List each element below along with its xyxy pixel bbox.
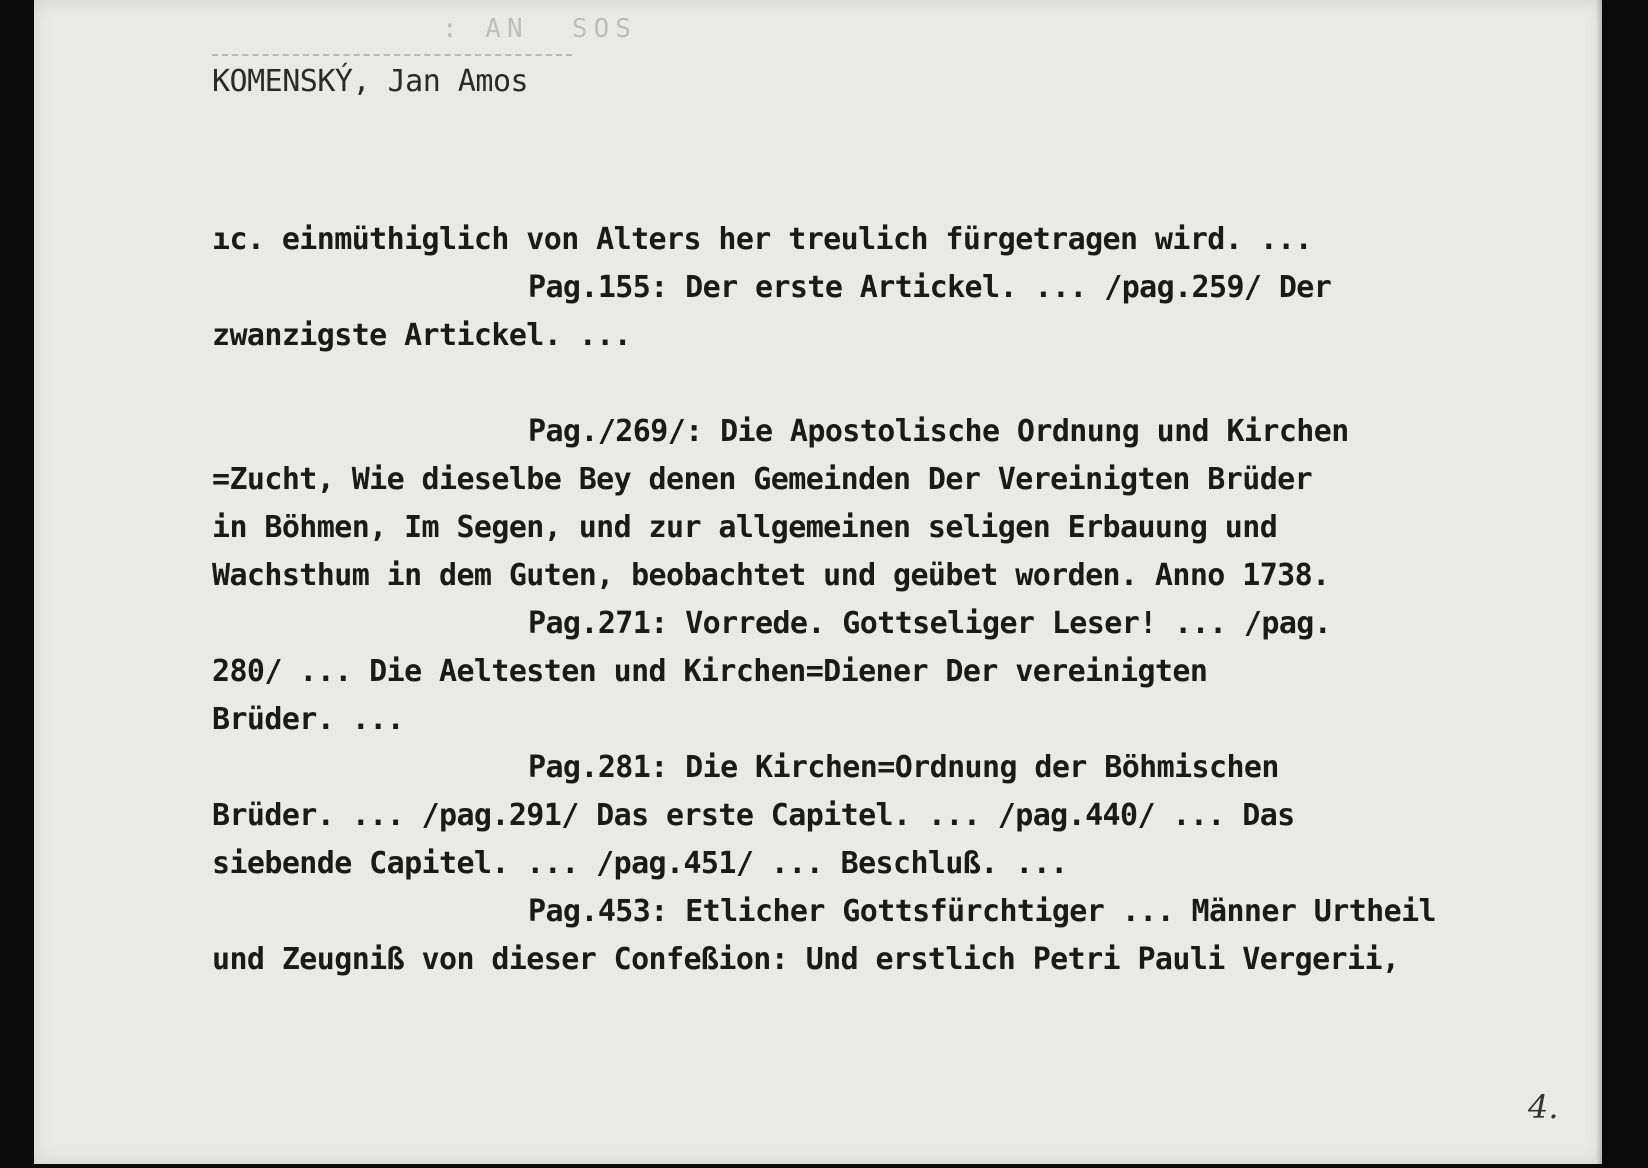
text-line: Pag.271: Vorrede. Gottseliger Leser! ... /pag. <box>528 606 1332 641</box>
text-line: zwanzigste Artickel. ... <box>212 318 632 353</box>
text-line: in Böhmen, Im Segen, und zur allgemeinen seligen Erbauung und <box>212 510 1278 545</box>
text-line: Pag.281: Die Kirchen=Ordnung der Böhmischen <box>528 750 1279 785</box>
text-line: Wachsthum in dem Guten, beobachtet und geübet worden. Anno 1738. <box>212 558 1330 593</box>
text-line: Brüder. ... <box>212 702 405 737</box>
card-heading: KOMENSKÝ, Jan Amos <box>212 64 529 99</box>
text-line: =Zucht, Wie dieselbe Bey denen Gemeinden Der Vereinigten Brüder <box>212 462 1313 497</box>
faded-stamp: : AN SOS <box>442 14 637 44</box>
catalog-card <box>34 0 1602 1164</box>
text-line: siebende Capitel. ... /pag.451/ ... Beschluß. ... <box>212 846 1068 881</box>
header-rule <box>212 54 572 56</box>
text-line: Brüder. ... /pag.291/ Das erste Capitel. ... /pag.440/ ... Das <box>212 798 1295 833</box>
text-line: Pag./269/: Die Apostolische Ordnung und Kirchen <box>528 414 1349 449</box>
text-line: Pag.453: Etlicher Gottsfürchtiger ... Männer Urtheil <box>528 894 1436 929</box>
text-line: Pag.155: Der erste Artickel. ... /pag.259/ Der <box>528 270 1332 305</box>
text-line: ıc. einmüthiglich von Alters her treulich fürgetragen wird. ... <box>212 222 1313 257</box>
text-line: und Zeugniß von dieser Confeßion: Und erstlich Petri Pauli Vergerii, <box>212 942 1400 977</box>
text-line: 280/ ... Die Aeltesten und Kirchen=Diener Der vereinigten <box>212 654 1208 689</box>
page-number: 4. <box>1528 1088 1559 1126</box>
